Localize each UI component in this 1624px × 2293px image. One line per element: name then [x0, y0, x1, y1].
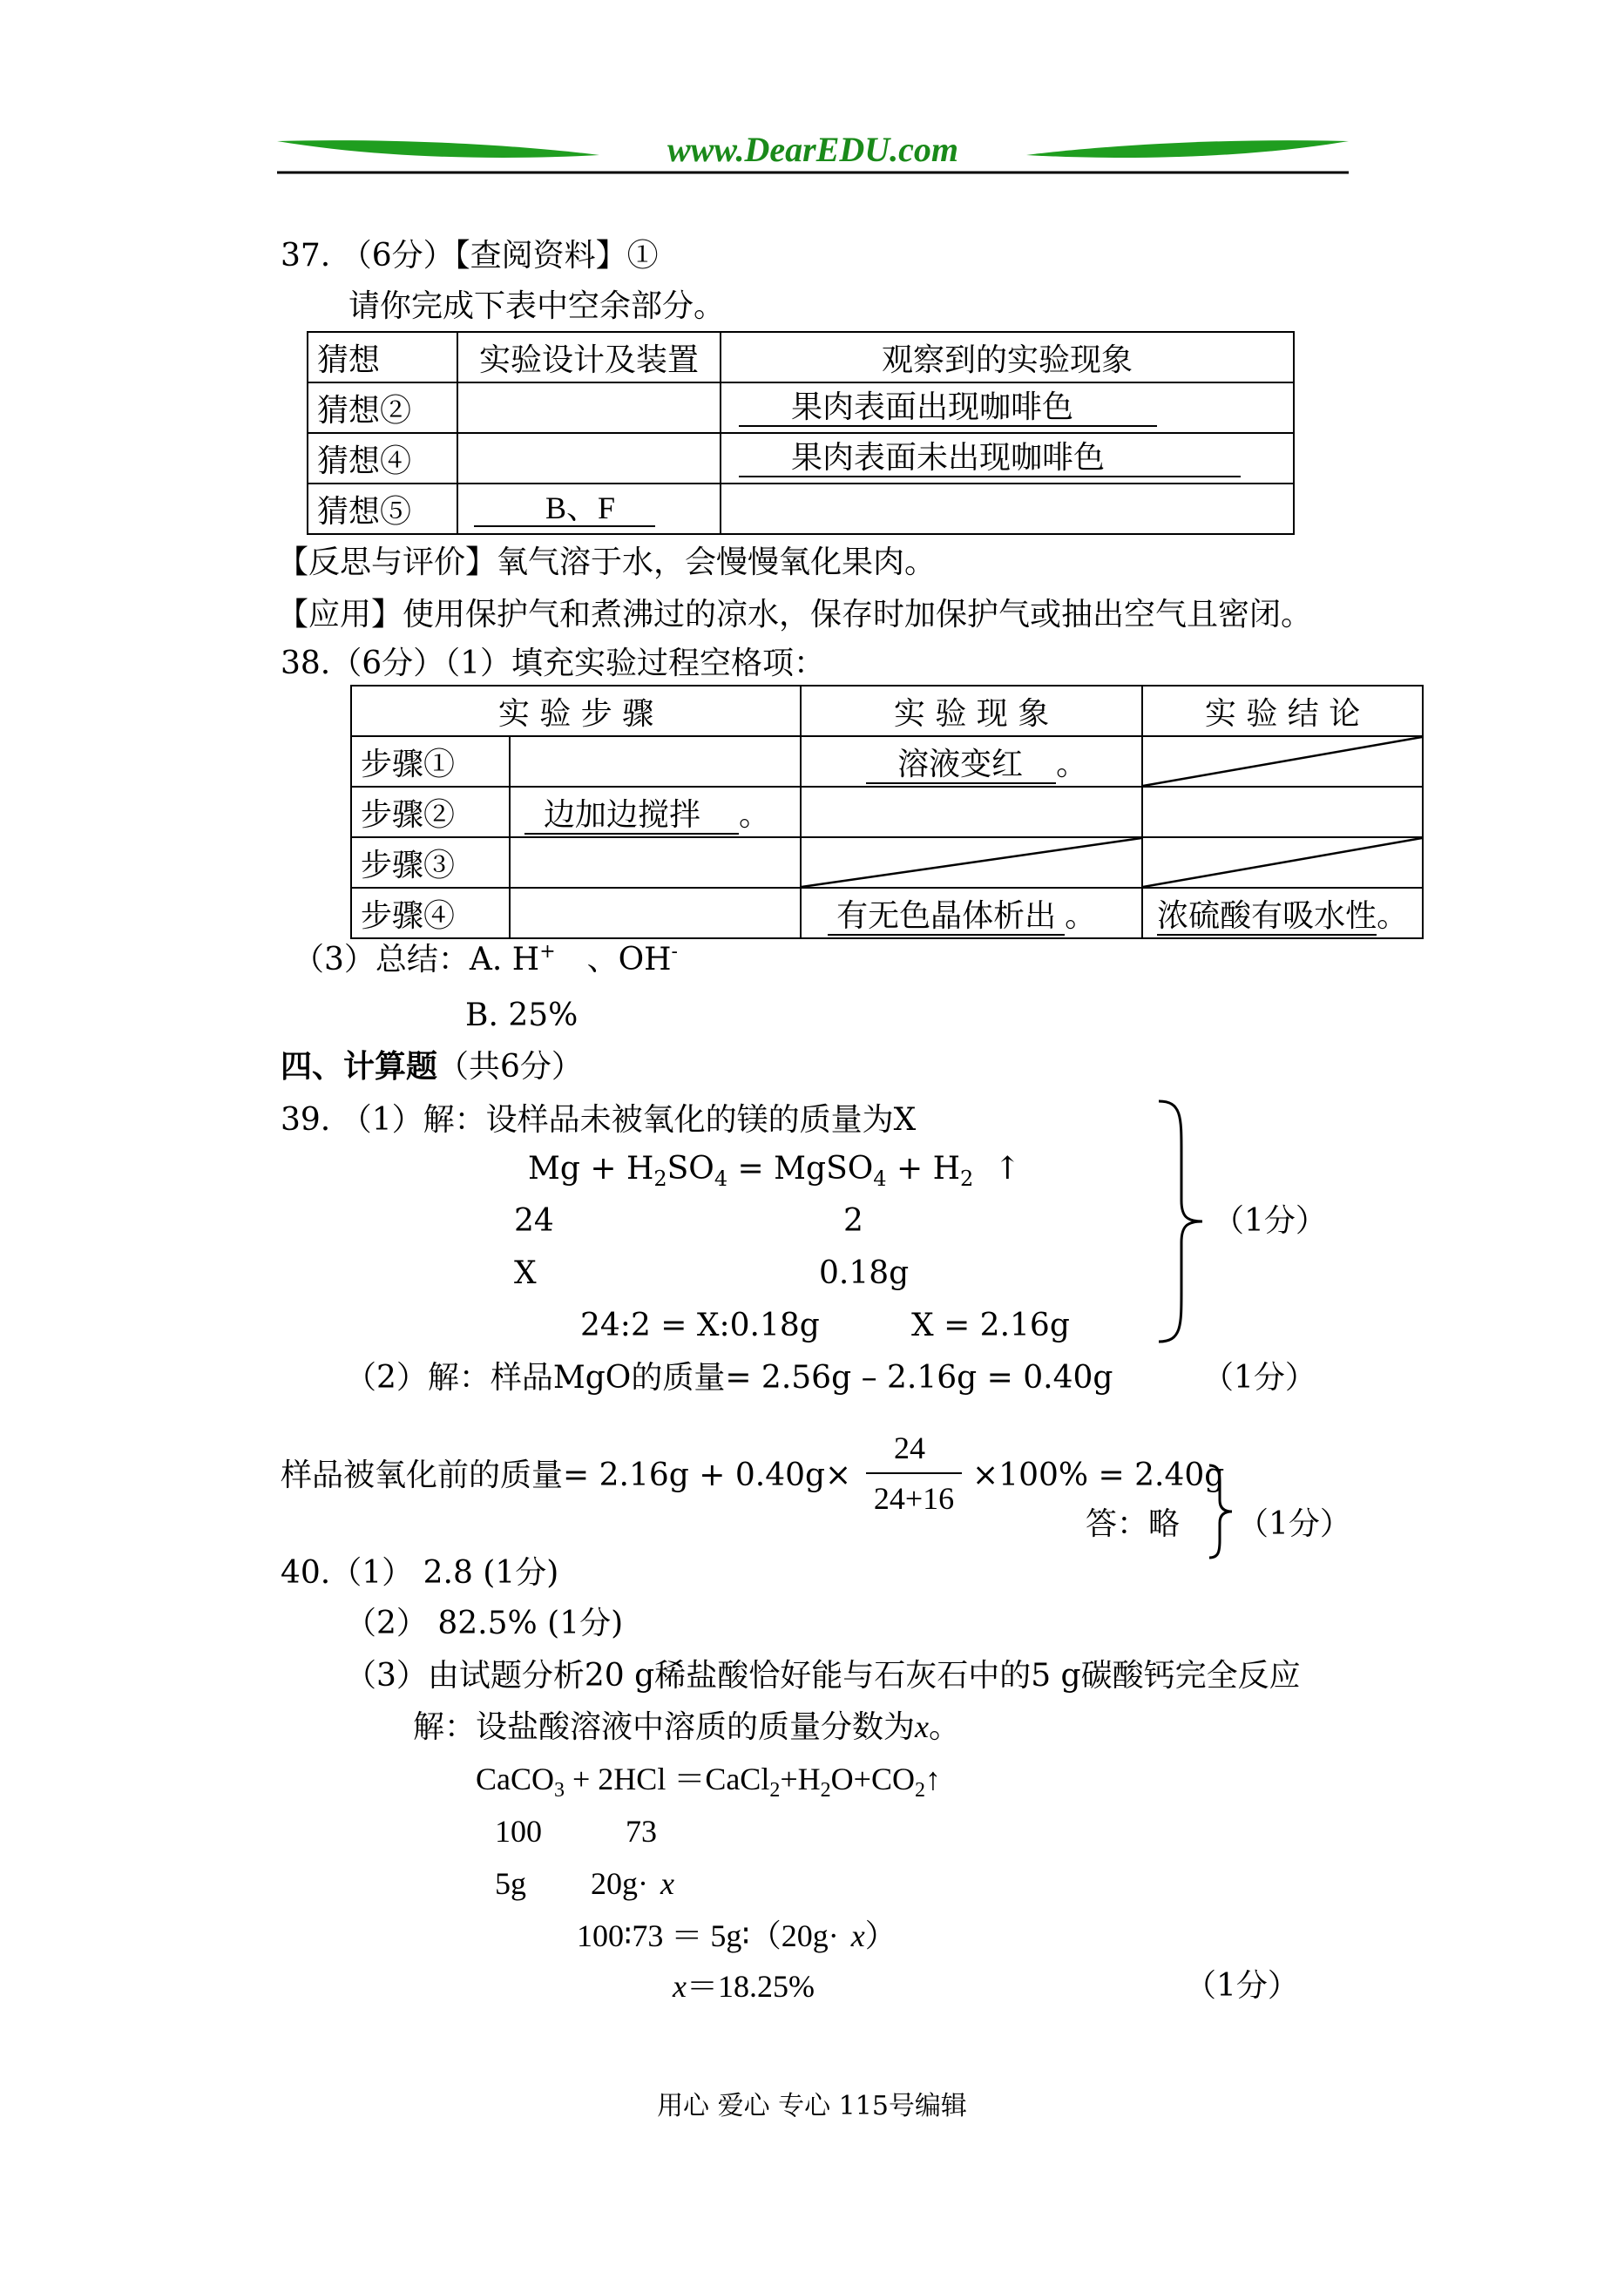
q40-line4-end: 。 — [929, 1709, 961, 1745]
q39-frac-bar — [866, 1472, 962, 1474]
q39-ratio: 24:2 = X:0.18g — [580, 1308, 820, 1343]
q40-point: （1分） — [1185, 1968, 1299, 2004]
q39-mass-24: 24 — [514, 1203, 554, 1239]
q39-point1: （1分） — [1213, 1203, 1327, 1239]
q38-obs-period: 。 — [1056, 746, 1088, 782]
q40-line3: （3）由试题分析20 g稀盐酸恰好能与石灰石中的5 g碳酸钙完全反应 — [345, 1658, 1301, 1694]
q38-step-op — [510, 837, 801, 888]
q38-step-op — [510, 787, 801, 837]
q39-eq-part: = MgSO — [727, 1151, 874, 1187]
q40-ratio-text: 100∶73 ＝ 5g∶（20g· — [577, 1918, 839, 1953]
q39-eq-sub: 4 — [714, 1167, 728, 1191]
table-row — [351, 837, 1423, 888]
q37-title: 37. （6分）【查阅资料】① — [281, 238, 659, 274]
q37-row-design — [457, 484, 721, 534]
q39-eq-part: Mg + H — [528, 1151, 654, 1187]
q38-obs-period: 。 — [1065, 897, 1097, 934]
q38-step-con-slash — [1142, 736, 1423, 787]
q40-ratio-var: x — [850, 1918, 865, 1953]
q37-row-design — [457, 382, 721, 433]
q38-title: 38.（6分）（1）填充实验过程空格项： — [281, 646, 826, 681]
q38-step-op — [510, 736, 801, 787]
q38-step-con — [1142, 787, 1423, 837]
q38-summary-a — [293, 941, 678, 979]
q40-eq-part: CaCO — [476, 1762, 554, 1796]
q39-pre-tail: ×100% = 2.40g — [972, 1458, 1225, 1493]
q39-line1: 39. （1）解：设样品未被氧化的镁的质量为X — [281, 1102, 917, 1138]
q39-eq-part: + H — [886, 1151, 960, 1187]
q39-point2: （1分） — [1202, 1360, 1316, 1396]
q40-val-5g: 5g — [495, 1866, 526, 1901]
right-brace-icon — [1206, 1464, 1241, 1559]
q37-row-guess: 猜想② — [308, 382, 457, 433]
gas-arrow-icon: ↑ — [924, 1762, 941, 1796]
q38-summary-sup1: + — [539, 941, 556, 963]
q40-equation — [476, 1760, 941, 1802]
table-row — [351, 888, 1423, 938]
q38-header-phenomena: 实 验 现 象 — [801, 686, 1142, 736]
q38-answer-obs: 有无色晶体析出 — [828, 899, 1065, 936]
q38-step-label: 步骤④ — [351, 888, 510, 938]
q39-eq-sub: 4 — [873, 1167, 887, 1191]
q37-application: 【应用】使用保护气和煮沸过的凉水，保存时加保护气或抽出空气且密闭。 — [277, 597, 1313, 632]
q38-step-label: 步骤② — [351, 787, 510, 837]
q37-row-observation — [721, 433, 1294, 484]
q40-val-20g: 20g· — [591, 1866, 648, 1901]
q40-ratio — [577, 1917, 897, 1955]
q37-table — [307, 331, 1295, 535]
section4-score: （共6分） — [437, 1049, 583, 1085]
q37-row-observation — [721, 484, 1294, 534]
q39-eq-sub: 2 — [959, 1167, 974, 1191]
q40-eq-part: + 2HCl ＝CaCl — [565, 1762, 770, 1796]
q40-eq-sub: 2 — [914, 1779, 925, 1802]
right-brace-icon — [1155, 1099, 1208, 1343]
q37-answer-observation: 果肉表面未出现咖啡色 — [739, 441, 1241, 477]
q37-row-guess: 猜想④ — [308, 433, 457, 484]
q39-answer: 答：略 — [1086, 1506, 1181, 1542]
q40-mass-100: 100 — [495, 1814, 542, 1849]
q38-step-con-slash — [1142, 837, 1423, 888]
q38-con-period: 。 — [1377, 897, 1409, 934]
q40-line4-var: x — [915, 1709, 929, 1744]
q40-eq-part: +H — [780, 1762, 821, 1796]
q40-val-var: x — [660, 1866, 674, 1901]
table-row — [308, 382, 1294, 433]
q37-instruction: 请你完成下表中空余部分。 — [348, 288, 726, 324]
q39-frac-num: 24 — [894, 1431, 925, 1465]
q38-op-period: 。 — [739, 796, 771, 833]
q37-answer-design: B、F — [474, 490, 655, 527]
q40-eq-sub: 3 — [554, 1779, 565, 1802]
q38-step-obs — [801, 787, 1142, 837]
q40-eq-part: O+CO — [830, 1762, 915, 1796]
q39-point3: （1分） — [1237, 1506, 1351, 1542]
q40-line4 — [413, 1708, 960, 1747]
section4-title: 四、计算题 — [281, 1048, 438, 1085]
q39-val-018: 0.18g — [819, 1255, 910, 1291]
table-row — [351, 736, 1423, 787]
gas-arrow-icon: ↑ — [994, 1151, 1021, 1187]
q38-step-obs — [801, 736, 1142, 787]
q40-val-20gx — [591, 1864, 674, 1903]
q38-step-con — [1142, 888, 1423, 938]
q38-summary-b: B. 25% — [465, 998, 579, 1033]
q37-reflection: 【反思与评价】氧气溶于水，会慢慢氧化果肉。 — [277, 545, 937, 580]
q37-row-design — [457, 433, 721, 484]
q37-header-observation: 观察到的实验现象 — [721, 332, 1294, 382]
q38-header-steps: 实 验 步 骤 — [351, 686, 801, 736]
q38-answer-op: 边加边搅拌 — [524, 798, 739, 835]
q40-eq-sub: 2 — [820, 1779, 831, 1802]
q39-frac-den: 24+16 — [873, 1481, 955, 1516]
q38-summary-label: （3）总结：A. H — [293, 942, 540, 977]
q40-line4-text: 解：设盐酸溶液中溶质的质量分数为 — [413, 1709, 916, 1745]
q38-summary-sup2: - — [671, 941, 678, 963]
q39-line2: （2）解：样品MgO的质量= 2.56g – 2.16g = 0.40g — [345, 1360, 1113, 1396]
section4-heading — [281, 1047, 583, 1086]
q40-mass-73: 73 — [626, 1814, 657, 1849]
q38-step-obs-slash — [801, 837, 1142, 888]
table-row — [308, 484, 1294, 534]
q40-result-var: x — [673, 1969, 687, 2004]
q38-step-label: 步骤③ — [351, 837, 510, 888]
q40-line2: （2） 82.5% (1分) — [345, 1606, 624, 1641]
q40-result — [673, 1967, 815, 2006]
q39-eq-part: SO — [667, 1151, 714, 1187]
q39-mass-2: 2 — [843, 1203, 863, 1239]
q38-step-obs — [801, 888, 1142, 938]
q40-ratio-end: ） — [864, 1918, 897, 1953]
q37-answer-observation: 果肉表面出现咖啡色 — [739, 390, 1157, 427]
q39-pre-label: 样品被氧化前的质量= 2.16g + 0.40g× — [281, 1458, 852, 1493]
q38-step-op — [510, 888, 801, 938]
q38-header-conclusion: 实 验 结 论 — [1142, 686, 1423, 736]
q38-step-label: 步骤① — [351, 736, 510, 787]
q38-table — [350, 685, 1424, 939]
q38-answer-obs: 溶液变红 — [866, 747, 1056, 784]
q40-line1: 40.（1） 2.8 (1分) — [281, 1555, 559, 1591]
q39-eq-sub: 2 — [653, 1167, 667, 1191]
table-row — [351, 787, 1423, 837]
page-footer: 用心 爱心 专心 115号编辑 — [657, 2091, 967, 2121]
q38-summary-sep: 、OH — [586, 942, 672, 977]
q40-result-value: ＝18.25% — [686, 1969, 815, 2004]
q37-row-observation — [721, 382, 1294, 433]
q38-answer-con: 浓硫酸有吸水性 — [1157, 897, 1377, 934]
q37-header-design: 实验设计及装置 — [457, 332, 721, 382]
q39-x-result: X = 2.16g — [911, 1308, 1070, 1343]
q40-eq-sub: 2 — [769, 1779, 781, 1802]
q37-header-guess: 猜想 — [308, 332, 457, 382]
q39-equation — [528, 1150, 1021, 1191]
table-row — [308, 433, 1294, 484]
q39-var-x: X — [514, 1255, 537, 1291]
q37-row-guess: 猜想⑤ — [308, 484, 457, 534]
site-url-logo: www.DearEDU.com — [667, 130, 959, 169]
